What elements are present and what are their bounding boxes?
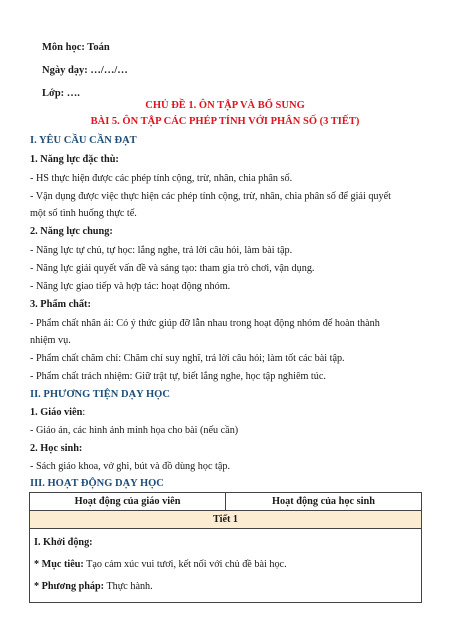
text-line: - HS thực hiện được các phép tính cộng, trừ, nhân, chia phân số.: [30, 173, 293, 184]
text-line: - Giáo án, các hình ảnh minh họa cho bài (nếu cần): [30, 425, 239, 436]
section-3-title: III. HOẠT ĐỘNG DẠY HỌC: [30, 478, 164, 489]
section-1-title: I. YÊU CẦU CẦN ĐẠT: [30, 135, 137, 146]
period-label: Tiết 1: [30, 511, 422, 529]
heading-teacher: 1. Giáo viên:: [30, 407, 86, 418]
table-row: [30, 511, 422, 529]
heading-specific-competence: 1. Năng lực đặc thù:: [30, 154, 119, 165]
text-line: - Năng lực giao tiếp và hợp tác: hoạt động nhóm.: [30, 281, 231, 292]
table-row: [30, 529, 422, 603]
warmup-heading: I. Khởi động:: [34, 537, 93, 548]
activity-table: [29, 492, 422, 603]
text-line: nhiệm vụ.: [30, 335, 71, 346]
heading-qualities: 3. Phẩm chất:: [30, 299, 91, 310]
heading-general-competence: 2. Năng lực chung:: [30, 226, 113, 237]
goal-line: * Mục tiêu: Tạo cảm xúc vui tươi, kết nối với chủ đề bài học.: [34, 559, 287, 570]
text-line: - Vận dụng được việc thực hiện các phép tính cộng, trừ, nhân, chia phân số để giải quyết: [30, 191, 391, 202]
lesson-title: BÀI 5. ÔN TẬP CÁC PHÉP TÍNH VỚI PHÂN SỐ (3 TIẾT): [90, 116, 360, 127]
column-header-teacher: Hoạt động của giáo viên: [30, 493, 226, 511]
text-line: - Sách giáo khoa, vở ghi, bút và đồ dùng học tập.: [30, 461, 231, 472]
warmup-cell: [30, 529, 422, 603]
text-line: một số tình huống thực tế.: [30, 208, 137, 219]
date-line: Ngày dạy: …/…/…: [42, 65, 128, 76]
text-line: - Năng lực tự chủ, tự học: lắng nghe, trả lời câu hỏi, làm bài tập.: [30, 245, 293, 256]
grade-line: Lớp: ….: [42, 88, 80, 99]
topic-title: CHỦ ĐỀ 1. ÔN TẬP VÀ BỔ SUNG: [145, 100, 305, 111]
text-line: - Năng lực giải quyết vấn đề và sáng tạo: tham gia trò chơi, vận dụng.: [30, 263, 315, 274]
heading-student: 2. Học sinh:: [30, 443, 83, 454]
text-line: - Phẩm chất nhân ái: Có ý thức giúp đỡ lẫn nhau trong hoạt động nhóm để hoàn thành: [30, 318, 380, 329]
table-header-row: [30, 493, 422, 511]
method-line: * Phương pháp: Thực hành.: [34, 581, 153, 592]
text-line: - Phẩm chất chăm chỉ: Chăm chỉ suy nghĩ, trả lời câu hỏi; làm tốt các bài tập.: [30, 353, 345, 364]
section-2-title: II. PHƯƠNG TIỆN DẠY HỌC: [30, 389, 170, 400]
column-header-student: Hoạt động của học sinh: [226, 493, 422, 511]
subject-line: Môn học: Toán: [42, 42, 110, 53]
text-line: - Phẩm chất trách nhiệm: Giữ trật tự, biết lắng nghe, học tập nghiêm túc.: [30, 371, 326, 382]
